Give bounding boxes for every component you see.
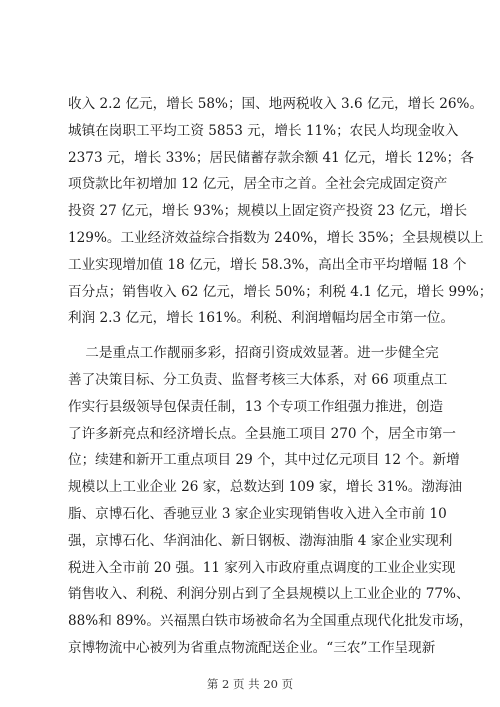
text-line: 129%。工业经济效益综合指数为 240%，增长 35%；全县规模以上 [68,229,484,246]
text-line: 项贷款比年初增加 12 亿元，居全市之首。全社会完成固定资产 [68,176,448,193]
paragraph-economy-stats [68,91,493,332]
text-line: 88%和 89%。兴福黑白铁市场被命名为全国重点现代化批发市场， [68,613,473,630]
text-line: 城镇在岗职工平均工资 5853 元，增长 11%；农民人均现金收入 [68,122,459,139]
text-line: 工业实现增加值 18 亿元，增长 58.3%，高出全市平均增幅 18 个 [68,256,467,273]
paragraph-gap [68,332,434,340]
text-line: 利润 2.3 亿元，增长 161%。利税、利润增幅均居全市第一位。 [68,310,455,327]
document-body [68,91,493,662]
text-line: 百分点；销售收入 62 亿元，增长 50%；利税 4.1 亿元，增长 99%； [68,283,493,300]
text-line: 2373 元，增长 33%；居民储蓄存款余额 41 亿元，增长 12%；各 [68,149,474,166]
text-line: 了许多新亮点和经济增长点。全县施工项目 270 个，居全市第一 [68,425,457,442]
text-line: 强，京博石化、华润油化、新日钢板、渤海油脂 4 家企业实现利 [68,532,453,549]
text-line: 作实行县级领导包保责任制，13 个专项工作组强力推进，创造 [68,398,444,415]
page-footer [0,676,500,692]
text-line: 收入 2.2 亿元，增长 58%；国、地两税收入 3.6 亿元，增长 26%。 [68,96,484,112]
text-line: 位；续建和新开工重点项目 29 个，其中过亿元项目 12 个。新增 [68,452,460,469]
text-line: 京博物流中心被列为省重点物流配送企业。“三农”工作呈现新 [68,639,436,656]
page-number: 第 2 页 共 20 页 [206,677,294,691]
text-line: 规模以上工业企业 26 家，总数达到 109 家，增长 31%。渤海油 [68,479,463,496]
text-line: 销售收入、利税、利润分别占到了全县规模以上工业企业的 77%、 [68,586,470,603]
text-line: 投资 27 亿元，增长 93%；规模以上固定资产投资 23 亿元，增长 [68,203,468,220]
paragraph-key-work [68,340,473,662]
text-line: 善了决策目标、分工负责、监督考核三大体系，对 66 项重点工 [68,371,448,388]
text-line: 二是重点工作靓丽多彩，招商引资成效显著。进一步健全完 [68,345,439,362]
text-line: 脂、京博石化、香驰豆业 3 家企业实现销售收入进入全市前 10 [68,505,447,522]
text-line: 税进入全市前 20 强。11 家列入市政府重点调度的工业企业实现 [68,559,456,576]
